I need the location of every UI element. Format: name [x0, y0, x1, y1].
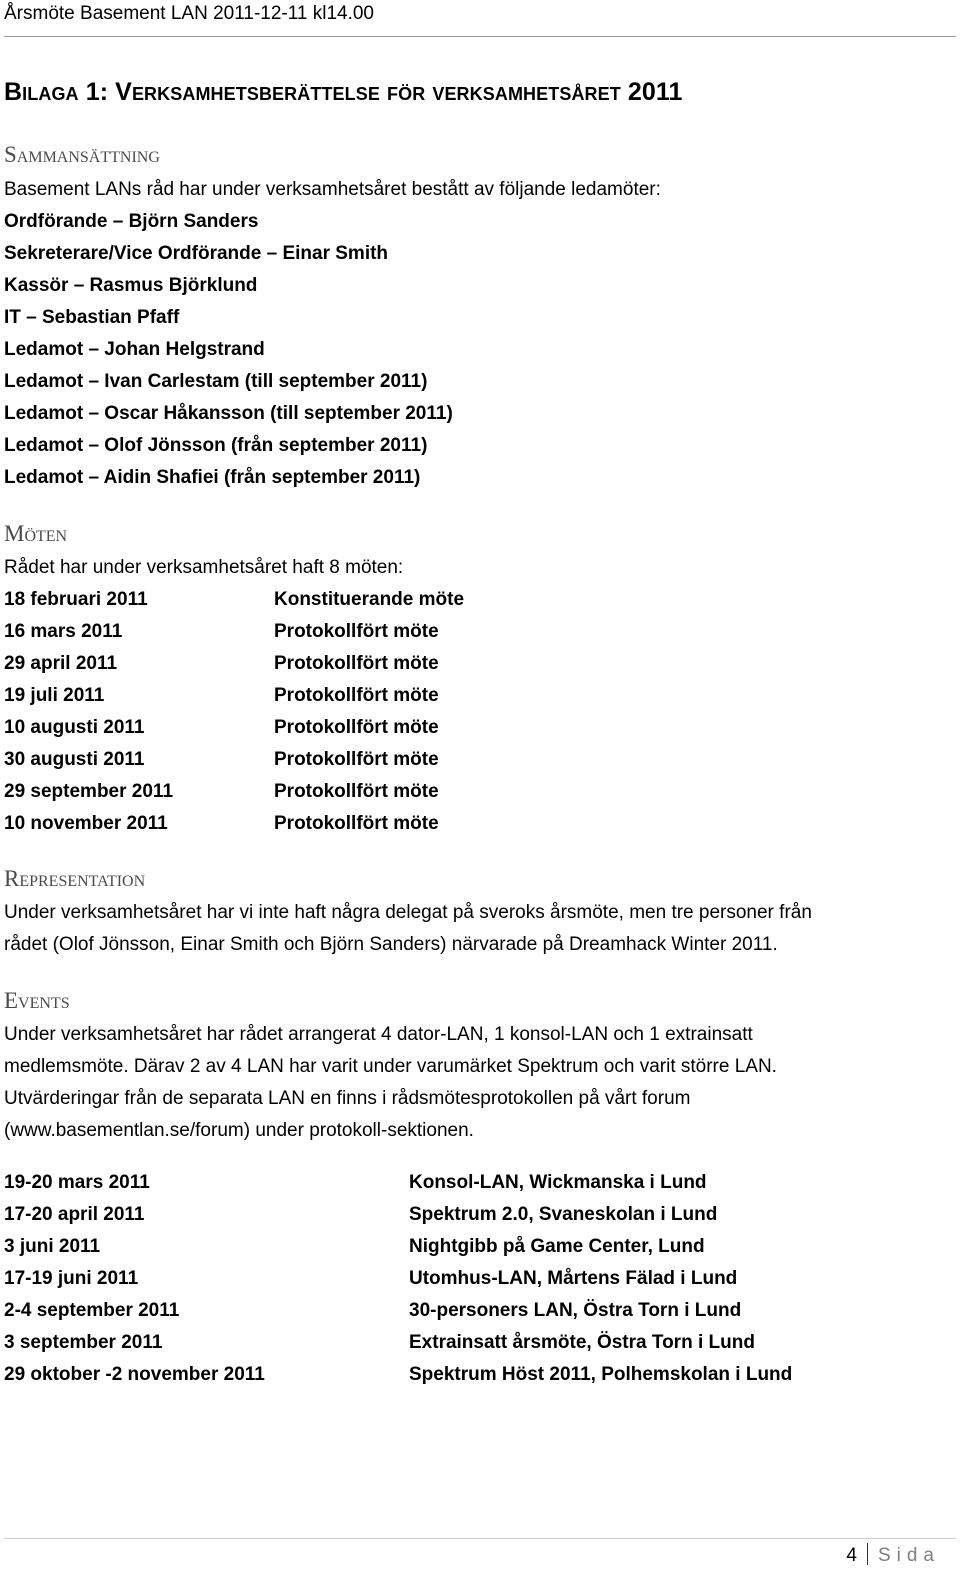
- page-footer: [846, 1543, 940, 1569]
- member-item: Ledamot – Johan Helgstrand: [4, 339, 265, 360]
- meeting-date: 30 augusti 2011: [4, 749, 145, 770]
- document-title: [4, 74, 683, 110]
- event-description: Spektrum 2.0, Svaneskolan i Lund: [409, 1204, 718, 1225]
- event-description: 30-personers LAN, Östra Torn i Lund: [409, 1300, 742, 1321]
- event-date: 19-20 mars 2011: [4, 1172, 150, 1193]
- member-item: Ledamot – Oscar Håkansson (till september 2011): [4, 403, 453, 424]
- event-description: Extrainsatt årsmöte, Östra Torn i Lund: [409, 1332, 755, 1353]
- events-paragraph-line: medlemsmöte. Därav 2 av 4 LAN har varit under varumärket Spektrum och varit större LAN.: [4, 1056, 777, 1077]
- meeting-type: Konstituerande möte: [274, 589, 465, 610]
- meeting-type: Protokollfört möte: [274, 653, 439, 674]
- meeting-date: 10 augusti 2011: [4, 717, 145, 738]
- member-item: Sekreterare/Vice Ordförande – Einar Smith: [4, 243, 389, 264]
- event-date: 17-20 april 2011: [4, 1204, 145, 1225]
- meeting-type: Protokollfört möte: [274, 621, 439, 642]
- meeting-date: 18 februari 2011: [4, 589, 148, 610]
- footer-divider: [4, 1538, 956, 1539]
- event-date: 3 september 2011: [4, 1332, 163, 1353]
- section-heading-sammansattning: Sammansättning: [4, 142, 160, 167]
- event-date: 3 juni 2011: [4, 1236, 101, 1257]
- footer-separator: [867, 1543, 868, 1565]
- member-item: Ledamot – Aidin Shafiei (från september 2011): [4, 467, 421, 488]
- section-heading-events: Events: [4, 988, 70, 1013]
- meeting-type: Protokollfört möte: [274, 813, 439, 834]
- meeting-type: Protokollfört möte: [274, 717, 439, 738]
- event-date: 17-19 juni 2011: [4, 1268, 139, 1289]
- member-item: Kassör – Rasmus Björklund: [4, 275, 258, 296]
- representation-paragraph-line: rådet (Olof Jönsson, Einar Smith och Björn Sanders) närvarade på Dreamhack Winter 2011.: [4, 934, 778, 955]
- member-item: Ledamot – Ivan Carlestam (till september 2011): [4, 371, 428, 392]
- event-description: Spektrum Höst 2011, Polhemskolan i Lund: [409, 1364, 793, 1385]
- meeting-date: 10 november 2011: [4, 813, 168, 834]
- meeting-date: 19 juli 2011: [4, 685, 105, 706]
- member-item: IT – Sebastian Pfaff: [4, 307, 180, 328]
- section-heading-moten: Möten: [4, 521, 68, 546]
- member-item: Ordförande – Björn Sanders: [4, 211, 259, 232]
- header-divider: [4, 36, 956, 37]
- event-description: Nightgibb på Game Center, Lund: [409, 1236, 705, 1257]
- page-header: Årsmöte Basement LAN 2011-12-11 kl14.00: [4, 3, 374, 24]
- event-date: 2-4 september 2011: [4, 1300, 180, 1321]
- events-paragraph-line: Under verksamhetsåret har rådet arrangerat 4 dator-LAN, 1 konsol-LAN och 1 extrainsatt: [4, 1024, 753, 1045]
- meeting-type: Protokollfört möte: [274, 781, 439, 802]
- event-description: Utomhus-LAN, Mårtens Fälad i Lund: [409, 1268, 738, 1289]
- page-label: Sida: [877, 1545, 940, 1566]
- page-number: 4: [846, 1545, 857, 1566]
- document-title-text: Bilaga 1: Verksamhetsberättelse för verksamhetsåret 2011: [4, 78, 683, 106]
- section-heading-representation: Representation: [4, 866, 146, 891]
- representation-paragraph-line: Under verksamhetsåret har vi inte haft några delegat på sveroks årsmöte, men tre personer från: [4, 902, 812, 923]
- events-paragraph-line: (www.basementlan.se/forum) under protokoll-sektionen.: [4, 1120, 474, 1141]
- moten-intro: Rådet har under verksamhetsåret haft 8 möten:: [4, 557, 404, 578]
- meeting-date: 29 september 2011: [4, 781, 174, 802]
- sammansattning-intro: Basement LANs råd har under verksamhetsåret bestått av följande ledamöter:: [4, 179, 661, 200]
- meeting-type: Protokollfört möte: [274, 685, 439, 706]
- meeting-date: 29 april 2011: [4, 653, 118, 674]
- event-description: Konsol-LAN, Wickmanska i Lund: [409, 1172, 707, 1193]
- meeting-type: Protokollfört möte: [274, 749, 439, 770]
- event-date: 29 oktober -2 november 2011: [4, 1364, 265, 1385]
- events-paragraph-line: Utvärderingar från de separata LAN en finns i rådsmötesprotokollen på vårt forum: [4, 1088, 691, 1109]
- member-item: Ledamot – Olof Jönsson (från september 2011): [4, 435, 428, 456]
- meeting-date: 16 mars 2011: [4, 621, 123, 642]
